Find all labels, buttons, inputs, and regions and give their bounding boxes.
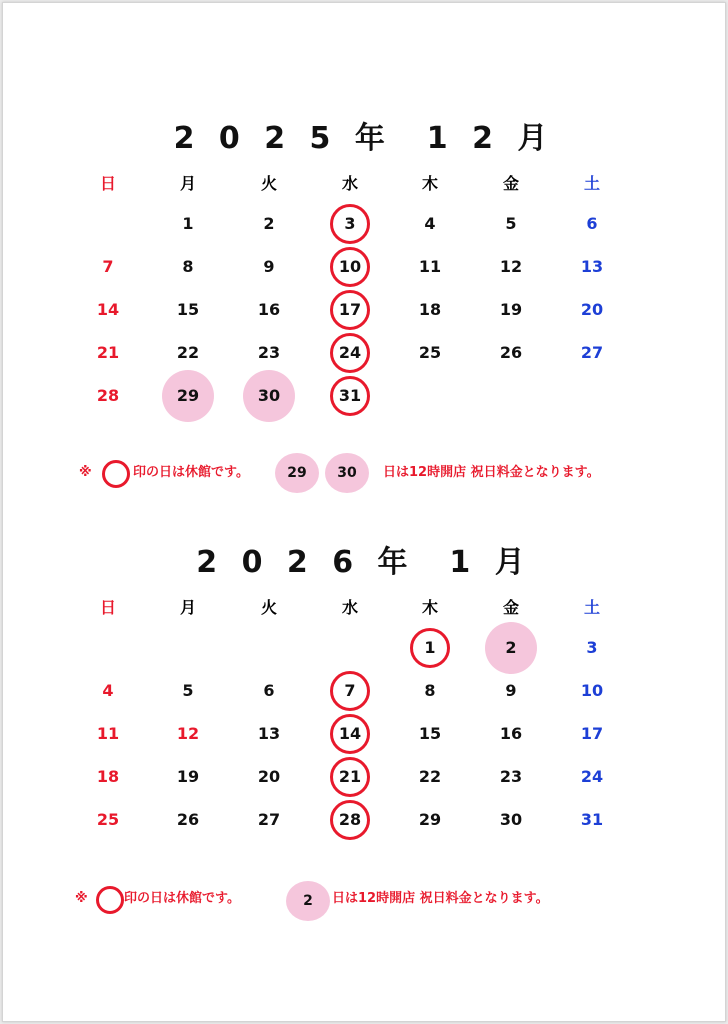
calendar-day — [83, 714, 133, 754]
day-number: 23 — [257, 343, 281, 362]
day-number: 8 — [424, 681, 436, 700]
day-number: 5 — [182, 681, 194, 700]
weekday-header: 金 — [502, 598, 519, 617]
weekday-header: 月 — [179, 598, 196, 617]
day-number: 10 — [338, 257, 362, 276]
day-number: 9 — [263, 257, 275, 276]
calendar-day — [486, 333, 536, 373]
day-number: 31 — [338, 386, 362, 405]
day-number: 6 — [263, 681, 275, 700]
calendar-day — [325, 333, 375, 373]
weekday-header: 木 — [421, 598, 438, 617]
calendar-day — [83, 800, 133, 840]
calendar-day — [83, 757, 133, 797]
day-number: 29 — [418, 810, 442, 829]
calendar-day — [405, 714, 455, 754]
day-number: 7 — [344, 681, 356, 700]
day-number: 29 — [176, 386, 200, 405]
calendar-day — [486, 628, 536, 668]
calendar-day — [163, 671, 213, 711]
weekday-header: 日 — [99, 598, 116, 617]
calendar-day — [325, 204, 375, 244]
weekday-header: 水 — [341, 174, 358, 193]
day-number: 4 — [424, 214, 436, 233]
weekday-header: 木 — [421, 174, 438, 193]
day-number: 9 — [505, 681, 517, 700]
calendar-day — [163, 376, 213, 416]
day-number: 10 — [580, 681, 604, 700]
calendar-day — [567, 757, 617, 797]
calendar-day — [325, 290, 375, 330]
day-number: 23 — [499, 767, 523, 786]
calendar-day — [244, 757, 294, 797]
calendar-day — [163, 247, 213, 287]
calendar-day — [163, 757, 213, 797]
calendar-day — [244, 800, 294, 840]
day-number: 19 — [176, 767, 200, 786]
calendar-day — [486, 671, 536, 711]
day-number: 28 — [96, 386, 120, 405]
calendar-day — [567, 247, 617, 287]
day-number: 20 — [257, 767, 281, 786]
day-number: 14 — [96, 300, 120, 319]
day-number: 15 — [418, 724, 442, 743]
short-hours-badge: 30 — [325, 453, 369, 493]
weekday-header: 日 — [99, 174, 116, 193]
day-number: 2 — [263, 214, 275, 233]
day-number: 26 — [176, 810, 200, 829]
calendar-day — [405, 628, 455, 668]
calendar-day — [244, 290, 294, 330]
day-number: 13 — [580, 257, 604, 276]
day-number: 30 — [257, 386, 281, 405]
calendar-day — [325, 247, 375, 287]
calendar-day — [405, 247, 455, 287]
calendar-day — [163, 333, 213, 373]
calendar-day — [405, 290, 455, 330]
calendar-day — [244, 204, 294, 244]
calendar-day — [83, 671, 133, 711]
day-number: 14 — [338, 724, 362, 743]
weekday-header: 月 — [179, 174, 196, 193]
day-number: 31 — [580, 810, 604, 829]
calendar-day — [244, 714, 294, 754]
day-number: 4 — [102, 681, 114, 700]
day-number: 16 — [257, 300, 281, 319]
day-number: 2 — [505, 638, 517, 657]
note-mark: ※ — [75, 891, 88, 906]
calendar-day — [567, 800, 617, 840]
day-number: 19 — [499, 300, 523, 319]
day-number: 22 — [418, 767, 442, 786]
day-number: 17 — [338, 300, 362, 319]
calendar-day — [486, 714, 536, 754]
day-number: 21 — [338, 767, 362, 786]
short-hours-note-text: 日は12時開店 祝日料金となります。 — [383, 465, 600, 480]
day-number: 16 — [499, 724, 523, 743]
day-number: 25 — [418, 343, 442, 362]
calendar-day — [163, 800, 213, 840]
day-number: 20 — [580, 300, 604, 319]
calendar-day — [83, 333, 133, 373]
calendar-day — [486, 757, 536, 797]
calendar-page — [2, 2, 726, 1022]
calendar-day — [244, 671, 294, 711]
closed-circle-icon — [96, 886, 124, 914]
day-number: 5 — [505, 214, 517, 233]
calendar-day — [163, 204, 213, 244]
calendar-day — [83, 376, 133, 416]
weekday-header: 土 — [583, 598, 600, 617]
calendar-day — [405, 757, 455, 797]
note-mark: ※ — [79, 465, 92, 480]
day-number: 11 — [418, 257, 442, 276]
day-number: 12 — [499, 257, 523, 276]
calendar-day — [244, 247, 294, 287]
month-title-december: 2 0 2 5 年 1 2 月 — [173, 121, 555, 156]
calendar-day — [405, 671, 455, 711]
weekday-header: 金 — [502, 174, 519, 193]
month-title-january: 2 0 2 6 年 1 月 — [196, 545, 532, 580]
calendar-day — [325, 757, 375, 797]
day-number: 28 — [338, 810, 362, 829]
day-number: 15 — [176, 300, 200, 319]
day-number: 3 — [344, 214, 356, 233]
closed-note-text: 印の日は休館です。 — [133, 465, 249, 480]
weekday-header: 火 — [260, 598, 277, 617]
day-number: 22 — [176, 343, 200, 362]
short-hours-note-text: 日は12時開店 祝日料金となります。 — [332, 891, 549, 906]
calendar-day — [83, 247, 133, 287]
closed-note-text: 印の日は休館です。 — [124, 891, 240, 906]
calendar-day — [486, 290, 536, 330]
calendar-day — [325, 714, 375, 754]
calendar-day — [405, 204, 455, 244]
weekday-header: 水 — [341, 598, 358, 617]
calendar-day — [567, 333, 617, 373]
calendar-day — [163, 714, 213, 754]
calendar-day — [405, 333, 455, 373]
day-number: 1 — [424, 638, 436, 657]
day-number: 11 — [96, 724, 120, 743]
calendar-day — [325, 376, 375, 416]
day-number: 27 — [580, 343, 604, 362]
weekday-header: 土 — [583, 174, 600, 193]
day-number: 18 — [96, 767, 120, 786]
short-hours-badge: 2 — [286, 881, 330, 921]
closed-circle-icon — [102, 460, 130, 488]
day-number: 12 — [176, 724, 200, 743]
day-number: 18 — [418, 300, 442, 319]
calendar-day — [567, 290, 617, 330]
day-number: 26 — [499, 343, 523, 362]
day-number: 7 — [102, 257, 114, 276]
day-number: 27 — [257, 810, 281, 829]
day-number: 3 — [586, 638, 598, 657]
day-number: 24 — [580, 767, 604, 786]
calendar-day — [83, 290, 133, 330]
calendar-day — [567, 714, 617, 754]
day-number: 24 — [338, 343, 362, 362]
day-number: 21 — [96, 343, 120, 362]
calendar-day — [325, 671, 375, 711]
calendar-day — [567, 671, 617, 711]
calendar-day — [244, 333, 294, 373]
weekday-header: 火 — [260, 174, 277, 193]
calendar-day — [405, 800, 455, 840]
day-number: 8 — [182, 257, 194, 276]
day-number: 30 — [499, 810, 523, 829]
day-number: 1 — [182, 214, 194, 233]
day-number: 17 — [580, 724, 604, 743]
day-number: 25 — [96, 810, 120, 829]
calendar-layer — [3, 3, 725, 1021]
calendar-day — [486, 247, 536, 287]
calendar-day — [325, 800, 375, 840]
calendar-day — [244, 376, 294, 416]
calendar-day — [567, 204, 617, 244]
calendar-day — [163, 290, 213, 330]
calendar-day — [486, 800, 536, 840]
short-hours-badge: 29 — [275, 453, 319, 493]
calendar-day — [567, 628, 617, 668]
day-number: 13 — [257, 724, 281, 743]
day-number: 6 — [586, 214, 598, 233]
calendar-day — [486, 204, 536, 244]
